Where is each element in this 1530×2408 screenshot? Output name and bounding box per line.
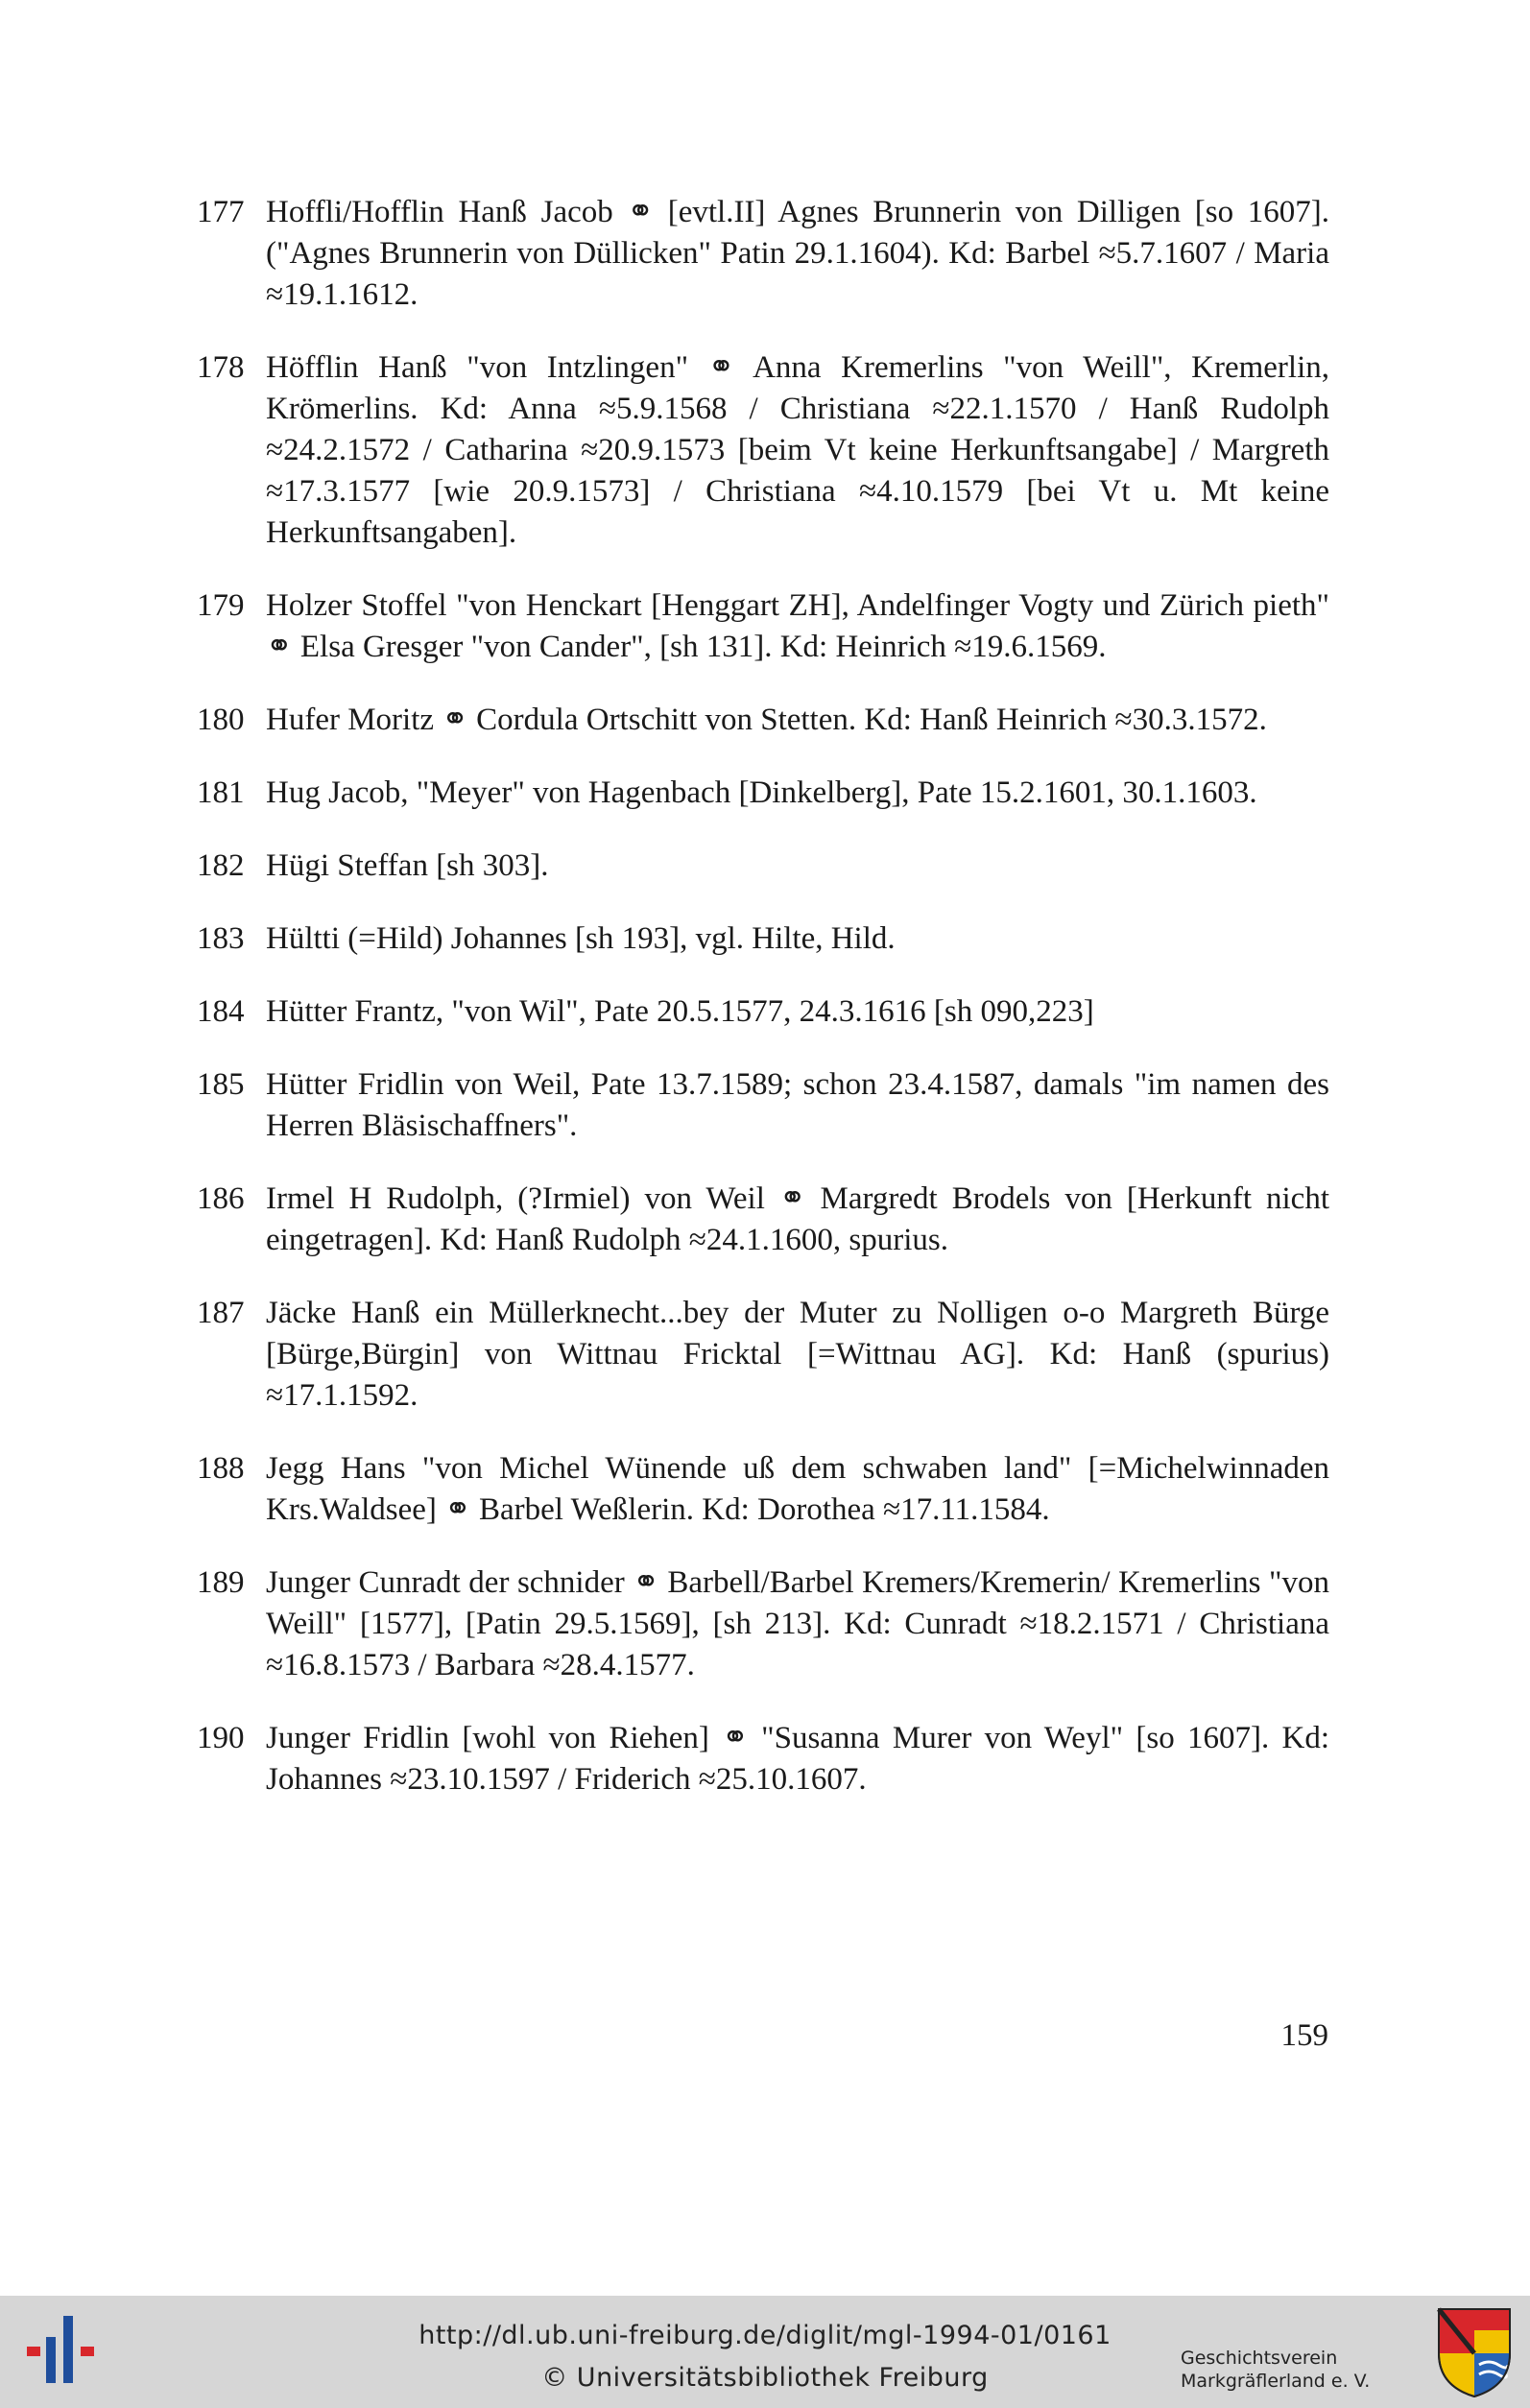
entry-text: Hütter Frantz, "von Wil", Pate 20.5.1577, 24.3.1616 [sh 090,223] <box>266 994 1094 1029</box>
entry-number: 182 <box>197 848 245 883</box>
coat-of-arms-icon <box>1435 2305 1514 2399</box>
list-item <box>197 1293 1329 1417</box>
entry-text: Holzer Stoffel "von Henckart [Henggart ZH], Andelfinger Vogty und Zürich pieth" ⚭ Elsa Gresger "von Cander", [sh 131]. Kd: Heinrich ≈19.6.1569. <box>266 588 1329 664</box>
entry-number: 188 <box>197 1451 245 1486</box>
entry-text: Hug Jacob, "Meyer" von Hagenbach [Dinkelberg], Pate 15.2.1601, 30.1.1603. <box>266 775 1257 810</box>
entry-text: Jegg Hans "von Michel Wünende uß dem schwaben land" [=Michelwinnaden Krs.Waldsee] ⚭ Barbel Weßlerin. Kd: Dorothea ≈17.11.1584. <box>266 1451 1329 1527</box>
list-item <box>197 1562 1329 1686</box>
list-item <box>197 991 1329 1033</box>
entry-number: 177 <box>197 195 245 229</box>
society-name-line: Geschichtsverein <box>1181 2348 1338 2369</box>
source-url-link[interactable]: http://dl.ub.uni-freiburg.de/diglit/mgl-1994-01/0161 <box>418 2321 1112 2350</box>
entry-text: Hufer Moritz ⚭ Cordula Ortschitt von Stetten. Kd: Hanß Heinrich ≈30.3.1572. <box>266 703 1267 737</box>
list-item <box>197 192 1329 316</box>
list-item <box>197 1064 1329 1147</box>
list-item <box>197 347 1329 554</box>
entry-text: Hügi Steffan [sh 303]. <box>266 848 549 883</box>
copyright-text: © Universitätsbibliothek Freiburg <box>541 2363 989 2393</box>
list-item <box>197 585 1329 668</box>
entry-number: 184 <box>197 994 245 1029</box>
list-item <box>197 1448 1329 1531</box>
entry-number: 181 <box>197 775 245 810</box>
list-item <box>197 700 1329 741</box>
list-item <box>197 1718 1329 1800</box>
entry-number: 183 <box>197 921 245 956</box>
entry-number: 186 <box>197 1181 245 1216</box>
entry-text: Hoffli/Hofflin Hanß Jacob ⚭ [evtl.II] Agnes Brunnerin von Dilligen [so 1607]. ("Agnes Brunnerin von Düllicken" Patin 29.1.1604). Kd: Barbel ≈5.7.1607 / Maria ≈19.1.1612. <box>266 195 1329 312</box>
entry-text: Junger Fridlin [wohl von Riehen] ⚭ "Susanna Murer von Weyl" [so 1607]. Kd: Johannes ≈23.10.1597 / Friderich ≈25.10.1607. <box>266 1721 1329 1797</box>
entry-number: 180 <box>197 703 245 737</box>
entry-text: Irmel H Rudolph, (?Irmiel) von Weil ⚭ Margredt Brodels von [Herkunft nicht eingetragen]. Kd: Hanß Rudolph ≈24.1.1600, spurius. <box>266 1181 1329 1257</box>
list-item <box>197 773 1329 814</box>
entry-list <box>197 192 1329 1832</box>
entry-text: Hültti (=Hild) Johannes [sh 193], vgl. Hilte, Hild. <box>266 921 896 956</box>
society-name-line: Markgräflerland e. V. <box>1181 2371 1371 2392</box>
list-item <box>197 846 1329 887</box>
entry-number: 187 <box>197 1296 245 1330</box>
entry-text: Höfflin Hanß "von Intzlingen" ⚭ Anna Kremerlins "von Weill", Kremerlin, Krömerlins. Kd: Anna ≈5.9.1568 / Christiana ≈22.1.1570 / Hanß Rudolph ≈24.2.1572 / Catharina ≈20.9.1573 [beim Vt keine Herkunftsangabe] / Margreth ≈17.3.1577 [wie 20.9.1573] / Christiana ≈4.10.1579 [bei Vt u. Mt keine Herkunftsangaben]. <box>266 350 1329 550</box>
entry-number: 189 <box>197 1565 245 1600</box>
society-name <box>1181 2347 1425 2393</box>
page-number: 159 <box>1280 2018 1328 2053</box>
entry-number: 185 <box>197 1067 245 1102</box>
entry-number: 190 <box>197 1721 245 1755</box>
entry-number: 178 <box>197 350 245 385</box>
list-item <box>197 918 1329 960</box>
entry-text: Jäcke Hanß ein Müllerknecht...bey der Muter zu Nolligen o-o Margreth Bürge [Bürge,Bürgin] von Wittnau Fricktal [=Wittnau AG]. Kd: Hanß (spurius) ≈17.1.1592. <box>266 1296 1329 1413</box>
entry-text: Junger Cunradt der schnider ⚭ Barbell/Barbel Kremers/Kremerin/ Kremerlins "von Weill" [1577], [Patin 29.5.1569], [sh 213]. Kd: Cunradt ≈18.2.1571 / Christiana ≈16.8.1573 / Barbara ≈28.4.1577. <box>266 1565 1329 1682</box>
list-item <box>197 1179 1329 1261</box>
entry-text: Hütter Fridlin von Weil, Pate 13.7.1589; schon 23.4.1587, damals "im namen des Herren Bläsischaffners". <box>266 1067 1329 1143</box>
entry-number: 179 <box>197 588 245 623</box>
